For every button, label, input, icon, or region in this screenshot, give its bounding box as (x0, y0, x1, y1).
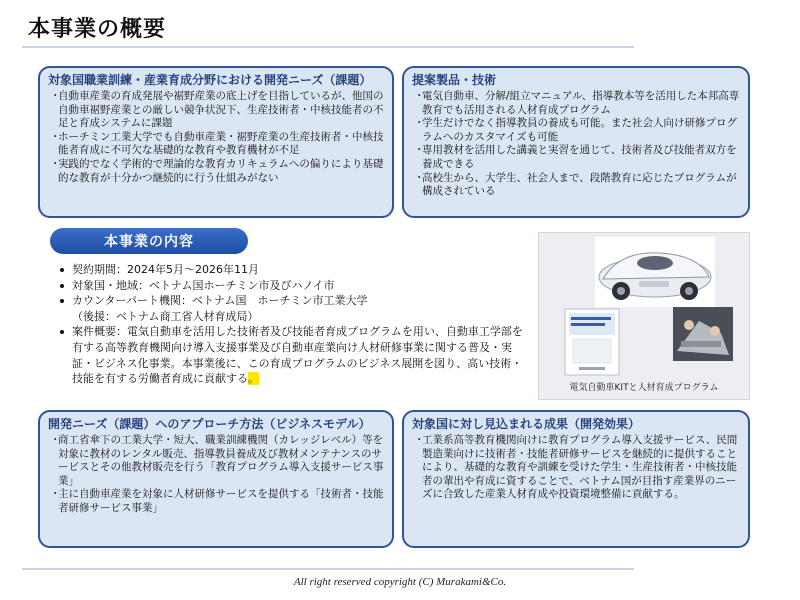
copyright-footer: All right reserved copyright (C) Murakami&Co. (293, 576, 507, 588)
training-photo-image (673, 307, 733, 361)
approach-list (48, 434, 384, 516)
photo-caption: 電気自動車KITと人材育成プログラム (569, 383, 719, 393)
development-needs-heading: 対象国職業訓練・産業育成分野における開発ニーズ（課題） (48, 73, 372, 87)
ev-kit-illustration (539, 233, 751, 383)
expected-outcome-box (402, 410, 750, 548)
expected-outcome-list (412, 434, 740, 502)
target-region: 対象国・地域：ベトナム国ホーチミン市及びハノイ市 (58, 278, 528, 294)
product-photo-panel (538, 232, 750, 400)
development-needs-box (38, 66, 394, 218)
training-manual-image (565, 309, 619, 375)
list-item: ・ 電気自動車、分解/組立マニュアル、指導教本等を活用した本邦高専教育でも活用される人材育成プログラム (412, 90, 740, 117)
contract-period: 契約期間：2024年5月～2026年11月 (58, 262, 528, 278)
counterpart-agency: カウンターパート機関：ベトナム国 ホーチミン市工業大学 (58, 293, 528, 309)
project-contents-heading: 本事業の内容 (50, 228, 248, 254)
list-item: ・ 実践的でなく学術的で理論的な教育カリキュラムへの偏りにより基礎的な教育が十分かつ継続的に行う仕組みがない (48, 158, 384, 185)
proposed-products-list (412, 90, 740, 199)
project-overview-text: 案件概要：電気自動車を活用した技術者及び技能者育成プログラムを用い、自動車工学部を有する高等教育機関向け導入支援事業及び自動車産業向け人材研修事業に関する普及・実証・ビジネス化事業。本事業後に、この育成プログラムのビジネス展開を図り、高い技術・技能を有する労働者育成に貢献する (72, 325, 523, 386)
list-item: ・ 高校生から、大学生、社会人まで、段階教育に応じたプログラムが構成されている (412, 172, 740, 199)
title-divider (22, 46, 634, 48)
list-item: ・ 専用教材を活用した講義と実習を通じて、技術者及び技能者双方を養成できる (412, 144, 740, 171)
highlighted-period: 。 (248, 372, 259, 386)
list-item: ・ 自動車産業の育成発展や裾野産業の底上げを目指しているが、他国の自動車裾野産業との厳しい競争状況下、生産技術者・中核技能者の不足と育成システムに課題 (48, 90, 384, 131)
list-item: ・ 主に自動車産業を対象に人材研修サービスを提供する「技術者・技能者研修サービス事業」 (48, 488, 384, 515)
list-item: ・ 工業系高等教育機関向けに教育プログラム導入支援サービス、民間製造業向けに技術者・技能者研修サービスを継続的に提供することにより、基礎的な教育や訓練を受けた学生・生産技術者・中核技能者の輩出や育成に資することで、ベトナム国が目指す産業界のニーズに合致した産業人材育成や投資環境整備に貢献する。 (412, 434, 740, 502)
project-contents-list (58, 262, 528, 387)
footer-divider (22, 568, 634, 570)
list-item: ・ 学生だけでなく指導教員の養成も可能。また社会人向け研修プログラムへのカスタマイズも可能 (412, 117, 740, 144)
project-overview (58, 324, 528, 386)
counterpart-sponsor: （後援：ベトナム商工省人材育成局） (72, 309, 259, 323)
development-needs-list (48, 90, 384, 185)
proposed-products-box (402, 66, 750, 218)
page-title: 本事業の概要 (28, 17, 167, 42)
proposed-products-heading: 提案製品・技術 (412, 73, 497, 87)
list-item: ・ 商工省傘下の工業大学・短大、職業訓練機関（カレッジレベル）等を対象に教材のレンタル販売、指導教員養成及び教材メンテナンスのサービスとその他教材販売を行う「教育プログラム導入支援サービス事業」 (48, 434, 384, 488)
approach-heading: 開発ニーズ（課題）へのアプローチ方法（ビジネスモデル） (48, 417, 371, 431)
expected-outcome-heading: 対象国に対し見込まれる成果（開発効果） (412, 417, 641, 431)
list-item: ・ ホーチミン工業大学でも自動車産業・裾野産業の生産技術者・中核技能者育成に不可欠な基礎的な教育や教育機材が不足 (48, 131, 384, 158)
approach-box (38, 410, 394, 548)
